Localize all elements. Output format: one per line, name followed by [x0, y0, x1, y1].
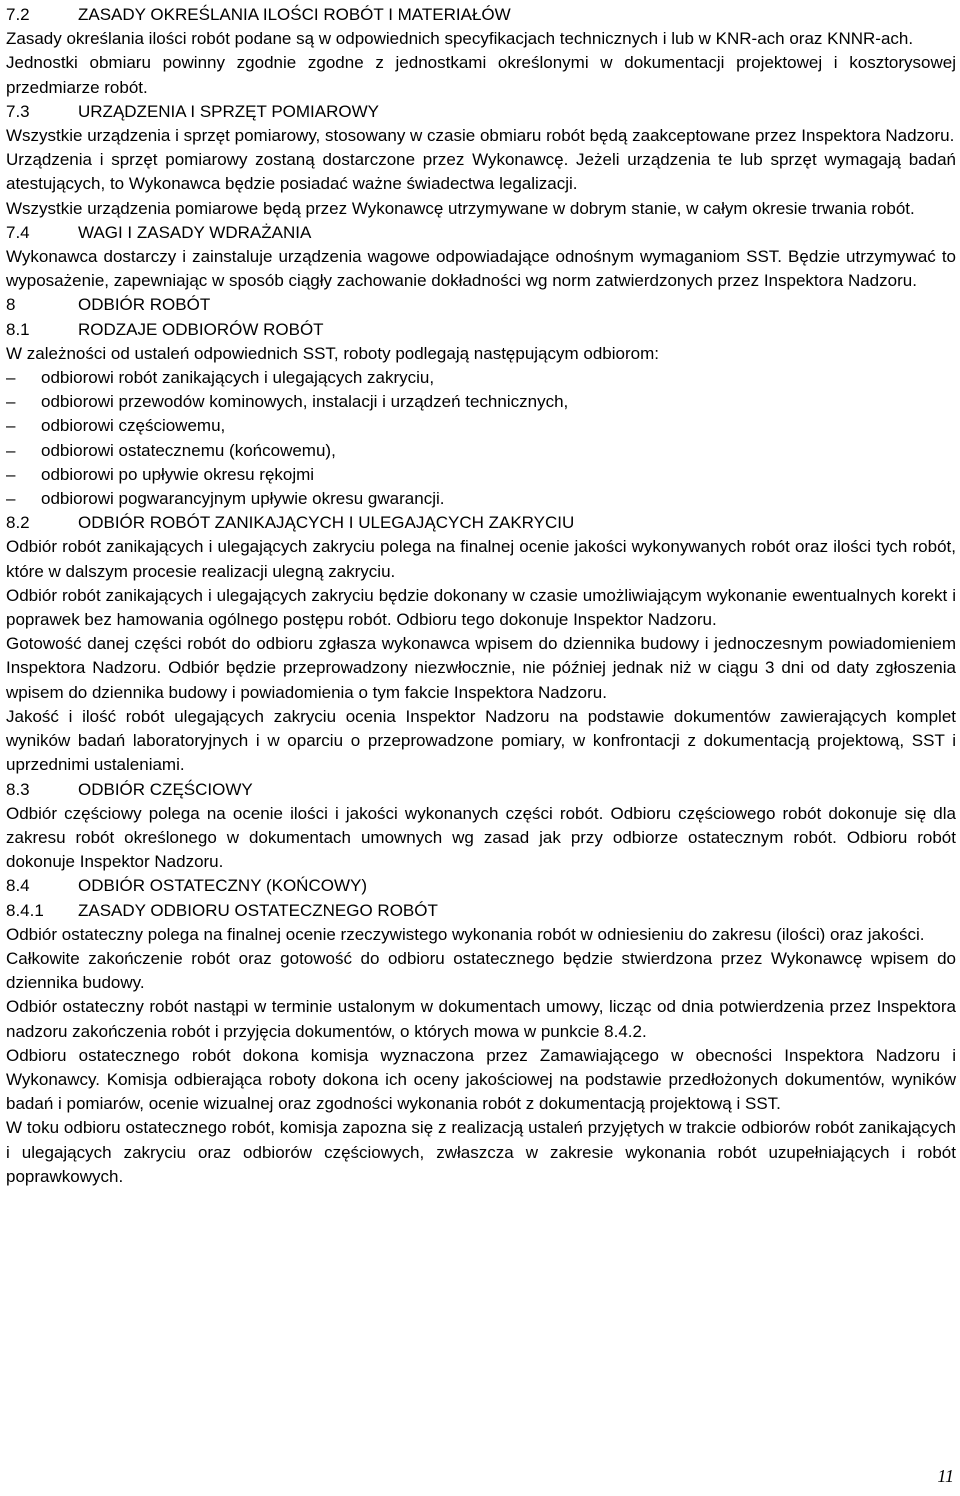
list-dash-icon: –	[6, 440, 16, 460]
section-heading	[6, 511, 956, 535]
section-number: 8.1	[6, 319, 30, 339]
list-item	[6, 390, 956, 414]
paragraph: W zależności od ustaleń odpowiednich SST, roboty podlegają następującym odbiorom:	[6, 343, 659, 363]
section-heading	[6, 100, 956, 124]
list-dash-icon: –	[6, 368, 16, 388]
list-item	[6, 414, 956, 438]
paragraph: W toku odbioru ostatecznego robót, komisja zapozna się z realizacją ustaleń przyjętych w trakcie odbiorów robót zanikających i ulegających zakryciu oraz odbiorów częściowych, zwłaszcza w zakresie wykonania robót uzupełniających i robót poprawkowych.	[6, 1118, 956, 1186]
section-number: 7.3	[6, 101, 30, 121]
section-heading	[6, 874, 956, 898]
paragraph: Całkowite zakończenie robót oraz gotowość do odbioru ostatecznego będzie stwierdzona przez Wykonawcę wpisem do dziennika budowy.	[6, 948, 956, 993]
list-item-text: odbiorowi ostatecznemu (końcowemu),	[41, 440, 336, 460]
section-title: ODBIÓR OSTATECZNY (KOŃCOWY)	[78, 876, 368, 896]
section-number: 7.4	[6, 222, 30, 242]
paragraph: Odbiór robót zanikających i ulegających zakryciu będzie dokonany w czasie umożliwiającym wykonanie ewentualnych korekt i poprawek bez hamowania ogólnego postępu robót. Odbioru tego dokonuje Inspektor Nadzoru.	[6, 585, 956, 630]
list-item-text: odbiorowi pogwarancyjnym upływie okresu gwarancji.	[41, 489, 445, 509]
list-item	[6, 439, 956, 463]
list-dash-icon: –	[6, 464, 16, 484]
section-number: 8.3	[6, 779, 30, 799]
section-heading	[6, 221, 956, 245]
list-dash-icon: –	[6, 489, 16, 509]
list-item-text: odbiorowi częściowemu,	[41, 416, 226, 436]
list-item	[6, 366, 956, 390]
section-heading	[6, 899, 956, 923]
paragraph: Odbiór ostateczny robót nastąpi w terminie ustalonym w dokumentach umowy, licząc od dnia potwierdzenia przez Inspektora nadzoru zakończenia robót i przyjęcia dokumentów, o których mowa w punkcie 8.4.2.	[6, 997, 956, 1041]
list-item	[6, 463, 956, 487]
paragraph: Gotowość danej części robót do odbioru zgłasza wykonawca wpisem do dziennika budowy i jednoczesnym powiadomieniem Inspektora Nadzoru. Odbiór będzie przeprowadzony niezwłocznie, nie później jednak niż w ciągu 3 dni od daty zgłoszenia wpisem do dziennika budowy i powiadomienia o tym fakcie Inspektora Nadzoru.	[6, 634, 956, 702]
section-title: WAGI I ZASADY WDRAŻANIA	[78, 222, 312, 242]
paragraph: Odbiór ostateczny polega na finalnej ocenie rzeczywistego wykonania robót w odniesieniu do zakresu (ilości) oraz jakości.	[6, 924, 925, 944]
paragraph: Odbioru ostatecznego robót dokona komisja wyznaczona przez Zamawiającego w obecności Inspektora Nadzoru i Wykonawcy. Komisja odbierająca roboty dokona ich oceny jakościowej na podstawie przedłożonych dokumentów, wyników badań i pomiarów, ocenie wizualnej oraz zgodności wykonania robót z dokumentacją projektową i SST.	[6, 1045, 956, 1114]
paragraph: Wykonawca dostarczy i zainstaluje urządzenia wagowe odpowiadające odnośnym wymaganiom SST. Będzie utrzymywać to wyposażenie, zapewniając w sposób ciągły zachowanie dokładności wg norm zatwierdzonych przez Inspektora Nadzoru.	[6, 247, 956, 291]
section-title: ZASADY ODBIORU OSTATECZNEGO ROBÓT	[78, 900, 438, 920]
paragraph: Wszystkie urządzenia pomiarowe będą przez Wykonawcę utrzymywane w dobrym stanie, w całym okresie trwania robót.	[6, 198, 915, 218]
list-dash-icon: –	[6, 392, 16, 412]
section-heading	[6, 778, 956, 802]
section-title: URZĄDZENIA I SPRZĘT POMIAROWY	[78, 101, 379, 121]
section-number: 7.2	[6, 5, 30, 24]
paragraph: Odbiór częściowy polega na ocenie ilości i jakości wykonanych części robót. Odbioru częściowego robót dokonuje się dla zakresu robót określonego w dokumentach umownych wg zasad jak przy odbiorze ostatecznym robót. Odbioru robót dokonuje Inspektor Nadzoru.	[6, 803, 956, 872]
section-number: 8.4	[6, 876, 30, 896]
document-body	[6, 3, 956, 1189]
section-title: ODBIÓR ROBÓT ZANIKAJĄCYCH I ULEGAJĄCYCH ZAKRYCIU	[78, 513, 575, 533]
section-heading	[6, 3, 956, 27]
section-title: ZASADY OKREŚLANIA ILOŚCI ROBÓT I MATERIAŁÓW	[78, 5, 511, 24]
paragraph: Wszystkie urządzenia i sprzęt pomiarowy, stosowany w czasie obmiaru robót będą zaakceptowane przez Inspektora Nadzoru.	[6, 126, 955, 146]
paragraph: Odbiór robót zanikających i ulegających zakryciu polega na finalnej ocenie jakości wykonywanych robót oraz ilości tych robót, które w dalszym procesie realizacji ulegną zakryciu.	[6, 537, 956, 581]
section-heading	[6, 293, 956, 317]
section-title: ODBIÓR ROBÓT	[78, 295, 211, 315]
bullet-list	[6, 366, 956, 511]
section-number: 8.2	[6, 513, 30, 533]
list-item	[6, 487, 956, 511]
list-item-text: odbiorowi robót zanikających i ulegających zakryciu,	[41, 368, 435, 388]
section-title: RODZAJE ODBIORÓW ROBÓT	[78, 319, 324, 339]
paragraph: Zasady określania ilości robót podane są w odpowiednich specyfikacjach technicznych i lub w KNR-ach oraz KNNR-ach.	[6, 29, 914, 49]
list-item-text: odbiorowi po upływie okresu rękojmi	[41, 464, 315, 484]
section-heading	[6, 318, 956, 342]
paragraph: Jakość i ilość robót ulegających zakryciu ocenia Inspektor Nadzoru na podstawie dokumentów zawierających komplet wyników badań laboratoryjnych i w oparciu o przeprowadzone pomiary, w konfrontacji z dokumentacją projektową, SST i uprzednimi ustaleniami.	[6, 706, 956, 775]
section-number: 8.4.1	[6, 900, 44, 920]
paragraph: Jednostki obmiaru powinny zgodnie zgodne z jednostkami określonymi w dokumentacji projektowej i kosztorysowej przedmiarze robót.	[6, 53, 956, 97]
list-dash-icon: –	[6, 416, 16, 436]
section-title: ODBIÓR CZĘŚCIOWY	[78, 779, 253, 799]
paragraph: Urządzenia i sprzęt pomiarowy zostaną dostarczone przez Wykonawcę. Jeżeli urządzenia te lub sprzęt wymagają badań atestujących, to Wykonawca będzie posiadać ważne świadectwa legalizacji.	[6, 150, 956, 194]
section-number: 8	[6, 295, 16, 315]
page-number: 11	[937, 1466, 954, 1486]
list-item-text: odbiorowi przewodów kominowych, instalacji i urządzeń technicznych,	[41, 392, 569, 412]
